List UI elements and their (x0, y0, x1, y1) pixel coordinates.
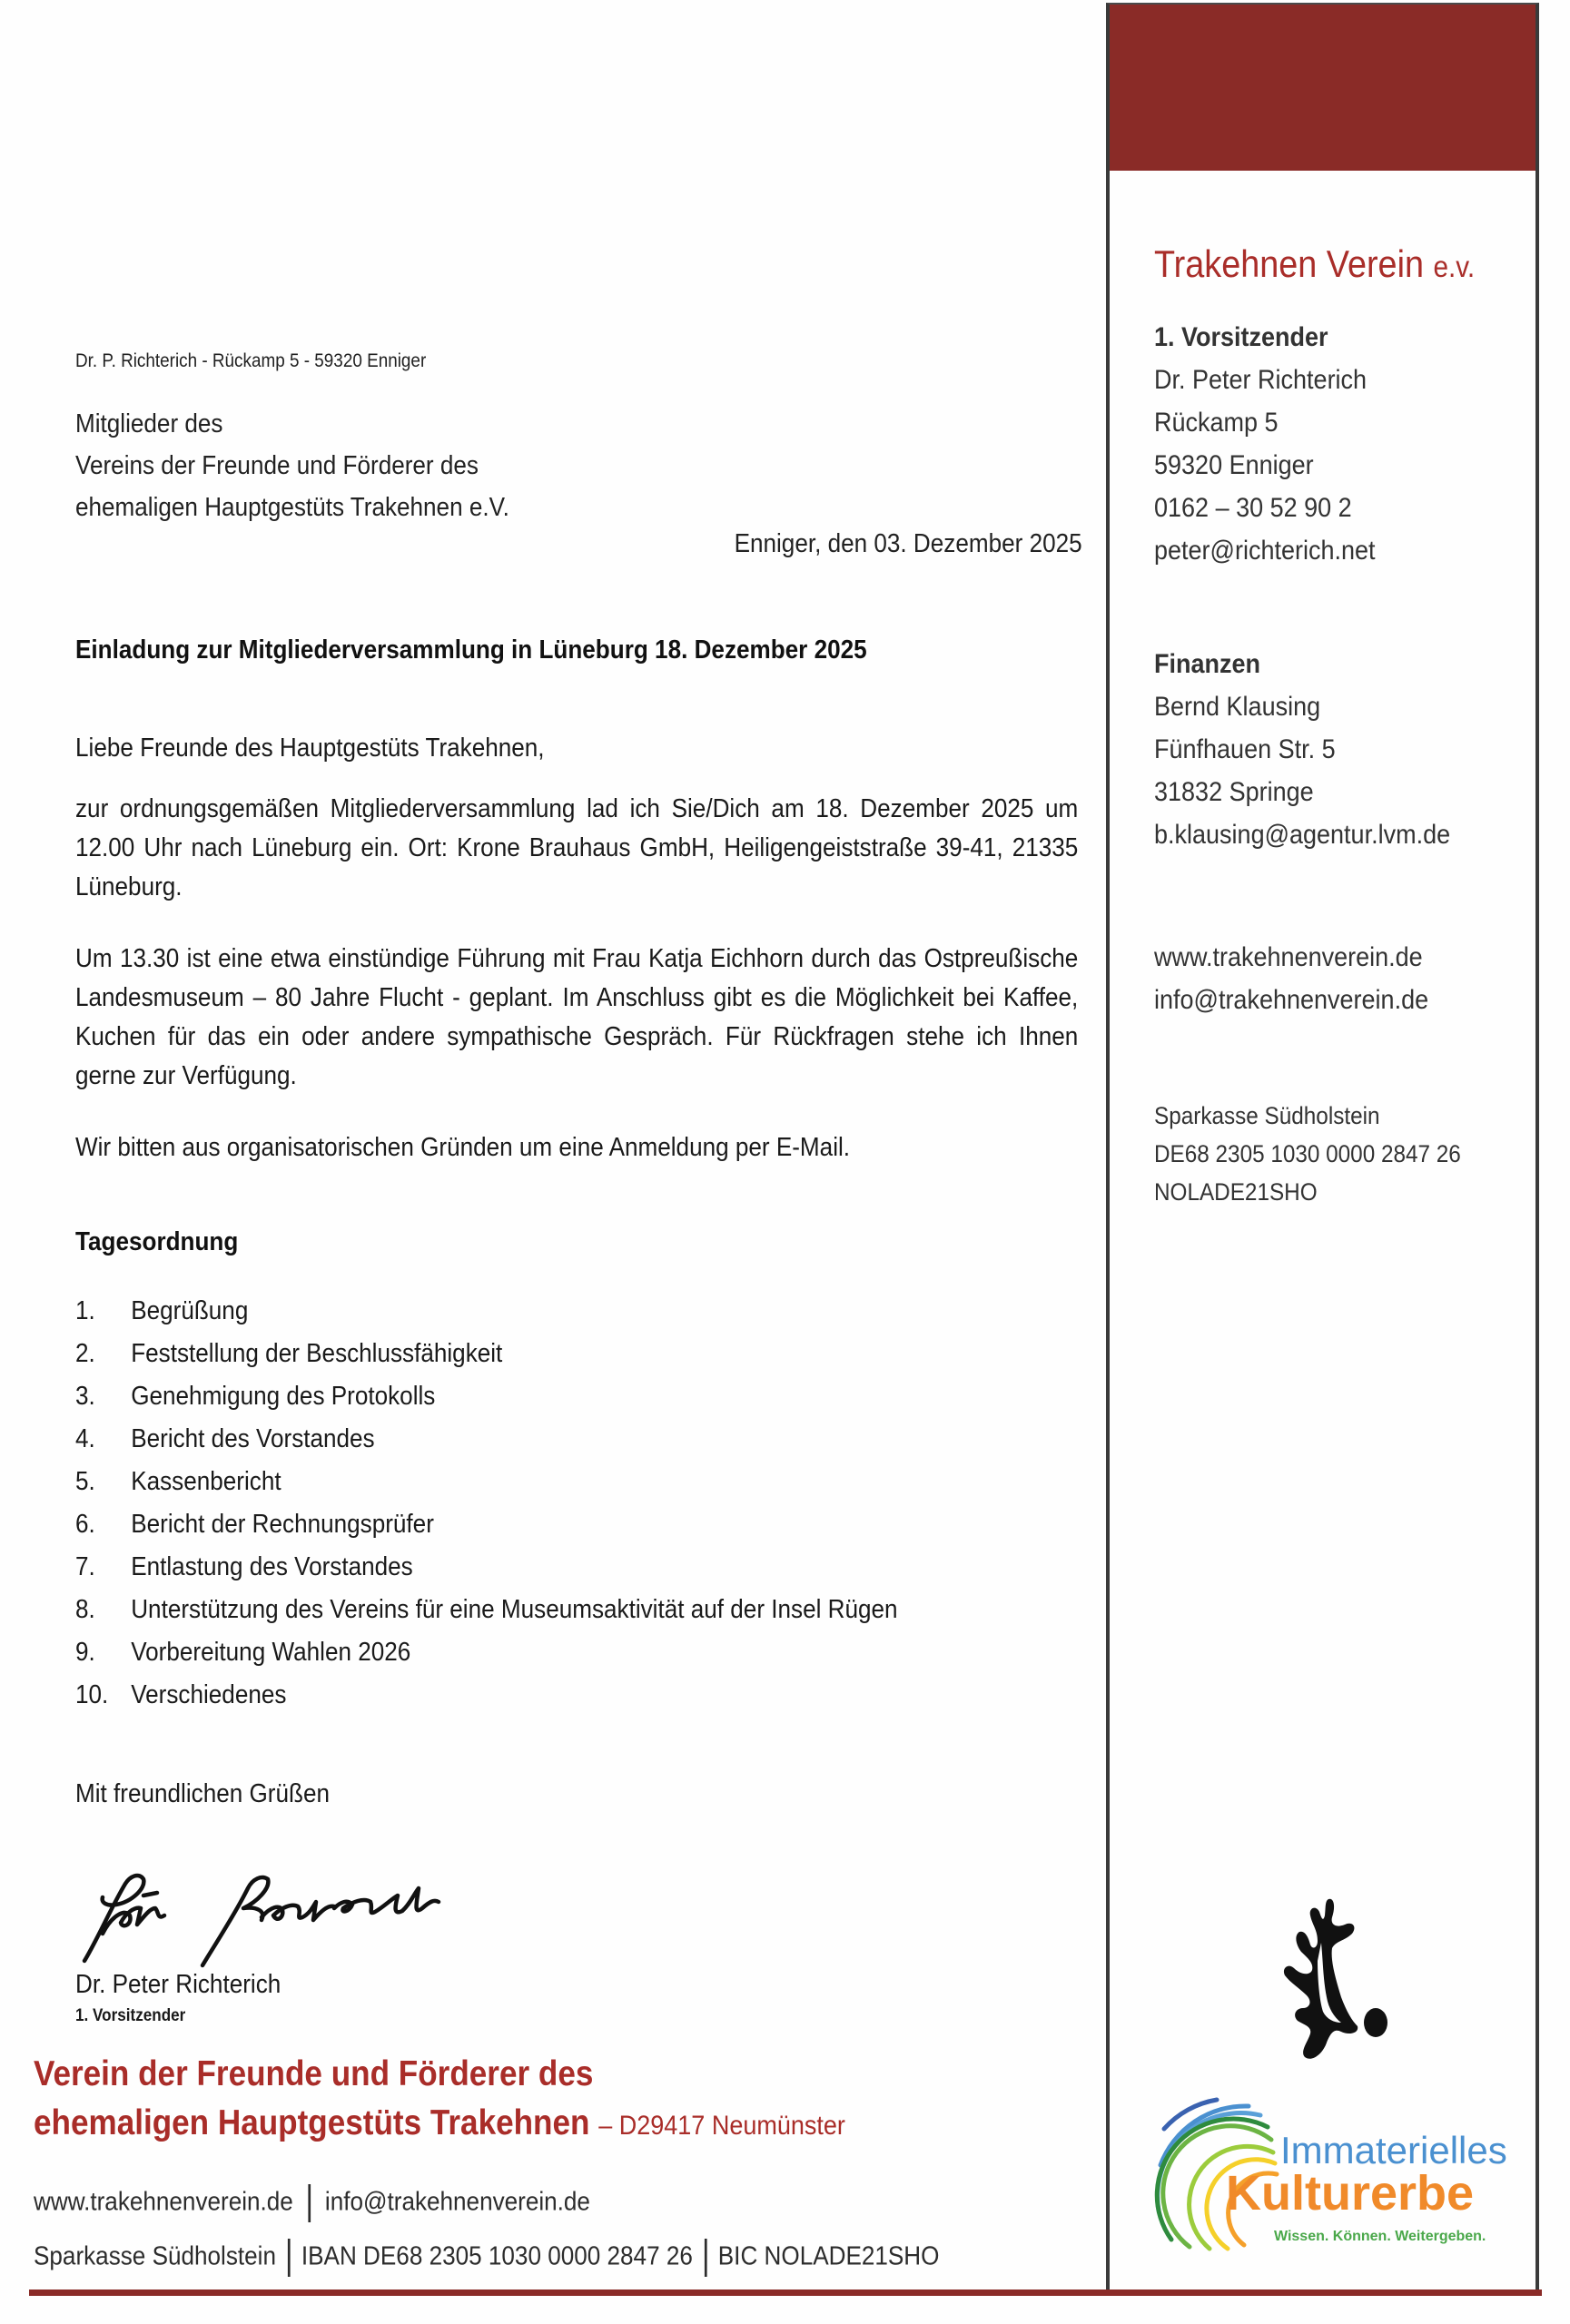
chair-contact (1154, 316, 1400, 572)
agenda-item (75, 1463, 989, 1506)
finance-contact (1154, 643, 1483, 856)
agenda-item (75, 1677, 989, 1719)
footer-org-line2: ehemaligen Hauptgestüts Trakehnen (34, 2103, 590, 2142)
bank-name: Sparkasse Südholstein (1154, 1102, 1380, 1129)
agenda-item-text: Bericht der Rechnungsprüfer (131, 1510, 434, 1539)
agenda-item-text: Kassenbericht (131, 1467, 281, 1496)
chair-city: 59320 Enniger (1154, 450, 1314, 480)
signature-image (75, 1852, 466, 1979)
divider (288, 2239, 291, 2277)
agenda-item (75, 1378, 989, 1421)
kulturerbe-line1: Immaterielles (1280, 2129, 1507, 2171)
closing-greeting: Mit freundlichen Grüßen (75, 1779, 330, 1808)
letter-subject: Einladung zur Mitgliederversammlung in Lüneburg 18. Dezember 2025 (75, 635, 867, 665)
kulturerbe-line2: Kulturerbe (1226, 2166, 1475, 2221)
agenda-item-text: Vorbereitung Wahlen 2026 (131, 1638, 411, 1667)
agenda-item-text: Verschiedenes (131, 1680, 287, 1709)
sender-return-address-text: Dr. P. Richterich - Rückamp 5 - 59320 Enniger (75, 350, 427, 371)
agenda-item-number: 8. (75, 1595, 95, 1624)
footer-bic: BIC NOLADE21SHO (717, 2241, 940, 2271)
recipient-address (75, 403, 558, 528)
agenda-item-number: 10. (75, 1680, 109, 1709)
header-band (1110, 5, 1535, 171)
footer-iban: IBAN DE68 2305 1030 0000 2847 26 (301, 2241, 693, 2271)
letter-date: Enniger, den 03. Dezember 2025 (734, 529, 1082, 558)
finance-heading: Finanzen (1154, 649, 1261, 679)
paragraph-invitation: zur ordnungsgemäßen Mitgliederversammlung lad ich Sie/Dich am 18. Dezember 2025 um 12.00 Uhr nach Lüneburg ein. Ort: Krone Brauhaus GmbH, Heiligengeiststraße 39-41, 21335 Lüneburg. (75, 794, 1079, 901)
trakehnen-elk-antler-logo (1258, 1888, 1403, 2070)
bank-details (1154, 1097, 1495, 1211)
footer-rule (29, 2290, 1542, 2296)
agenda-item (75, 1549, 989, 1591)
sender-return-address (75, 350, 465, 372)
chair-name: Dr. Peter Richterich (1154, 365, 1368, 395)
footer-website-link[interactable]: www.trakehnenverein.de (34, 2187, 293, 2217)
chair-heading: 1. Vorsitzender (1154, 322, 1328, 352)
org-suffix: e.v. (1433, 250, 1476, 283)
sidebar-org-title (1154, 242, 1510, 286)
agenda-item-text: Entlastung des Vorstandes (131, 1552, 413, 1581)
kulturerbe-tagline: Wissen. Können. Weitergeben. (1274, 2229, 1486, 2244)
footer-org-line1: Verein der Freunde und Förderer des (34, 2054, 594, 2093)
immaterielles-kulturerbe-logo (1153, 2093, 1516, 2256)
chair-street: Rückamp 5 (1154, 408, 1279, 438)
agenda-item-number: 4. (75, 1424, 95, 1453)
finance-street: Fünfhauen Str. 5 (1154, 734, 1336, 764)
divider (704, 2239, 706, 2277)
signer-name: Dr. Peter Richterich (75, 1970, 281, 1999)
agenda-item (75, 1634, 989, 1677)
sidebar-website-link[interactable]: www.trakehnenverein.de (1154, 942, 1423, 972)
footer-bank-row (34, 2239, 1040, 2277)
agenda-item-number: 7. (75, 1552, 95, 1581)
web-contact (1154, 936, 1459, 1021)
agenda-item-text: Feststellung der Beschlussfähigkeit (131, 1339, 503, 1368)
sidebar-email-link[interactable]: info@trakehnenverein.de (1154, 985, 1429, 1015)
footer-location: – D29417 Neumünster (598, 2111, 845, 2141)
agenda-list (75, 1293, 989, 1719)
signer-role: 1. Vorsitzender (75, 2006, 186, 2025)
finance-name: Bernd Klausing (1154, 692, 1321, 722)
agenda-item-number: 5. (75, 1467, 95, 1496)
agenda-item-text: Unterstützung des Vereins für eine Museumsaktivität auf der Insel Rügen (131, 1595, 898, 1624)
agenda-item (75, 1421, 989, 1463)
agenda-item (75, 1335, 989, 1378)
agenda-item-number: 3. (75, 1382, 95, 1411)
org-name: Trakehnen Verein (1154, 242, 1424, 285)
chair-phone[interactable]: 0162 – 30 52 90 2 (1154, 493, 1352, 523)
footer-organization (34, 2050, 935, 2151)
divider (308, 2184, 311, 2222)
agenda-item-number: 1. (75, 1296, 95, 1325)
agenda-title: Tagesordnung (75, 1227, 239, 1256)
agenda-item-number: 6. (75, 1510, 95, 1539)
agenda-item-text: Bericht des Vorstandes (131, 1424, 375, 1453)
footer-web-row (34, 2184, 652, 2222)
agenda-item-text: Genehmigung des Protokolls (131, 1382, 436, 1411)
agenda-item (75, 1506, 989, 1549)
paragraph-registration: Wir bitten aus organisatorischen Gründen um eine Anmeldung per E-Mail. (75, 1133, 851, 1162)
recipient-line: ehemaligen Hauptgestüts Trakehnen e.V. (75, 493, 509, 522)
agenda-item-text: Begrüßung (131, 1296, 249, 1325)
agenda-item-number: 2. (75, 1339, 95, 1368)
chair-email-link[interactable]: peter@richterich.net (1154, 536, 1376, 566)
footer-email-link[interactable]: info@trakehnenverein.de (324, 2187, 590, 2217)
finance-city: 31832 Springe (1154, 777, 1314, 807)
agenda-item (75, 1293, 989, 1335)
bank-iban: DE68 2305 1030 0000 2847 26 (1154, 1140, 1461, 1167)
recipient-line: Vereins der Freunde und Förderer des (75, 451, 479, 480)
bank-bic: NOLADE21SHO (1154, 1178, 1318, 1206)
salutation: Liebe Freunde des Hauptgestüts Trakehnen, (75, 734, 545, 763)
footer-bank-name: Sparkasse Südholstein (34, 2241, 276, 2271)
recipient-line: Mitglieder des (75, 409, 223, 438)
agenda-item (75, 1591, 989, 1634)
agenda-item-number: 9. (75, 1638, 95, 1667)
finance-email-link[interactable]: b.klausing@agentur.lvm.de (1154, 820, 1451, 850)
paragraph-tour: Um 13.30 ist eine etwa einstündige Führung mit Frau Katja Eichhorn durch das Ostpreußische Landesmuseum – 80 Jahre Flucht - geplant. Im Anschluss gibt es die Möglichkeit bei Kaffee, Kuchen für das ein oder andere sympathische Gespräch. Für Rückfragen stehe ich Ihnen gerne zur Verfügung. (75, 944, 1079, 1090)
